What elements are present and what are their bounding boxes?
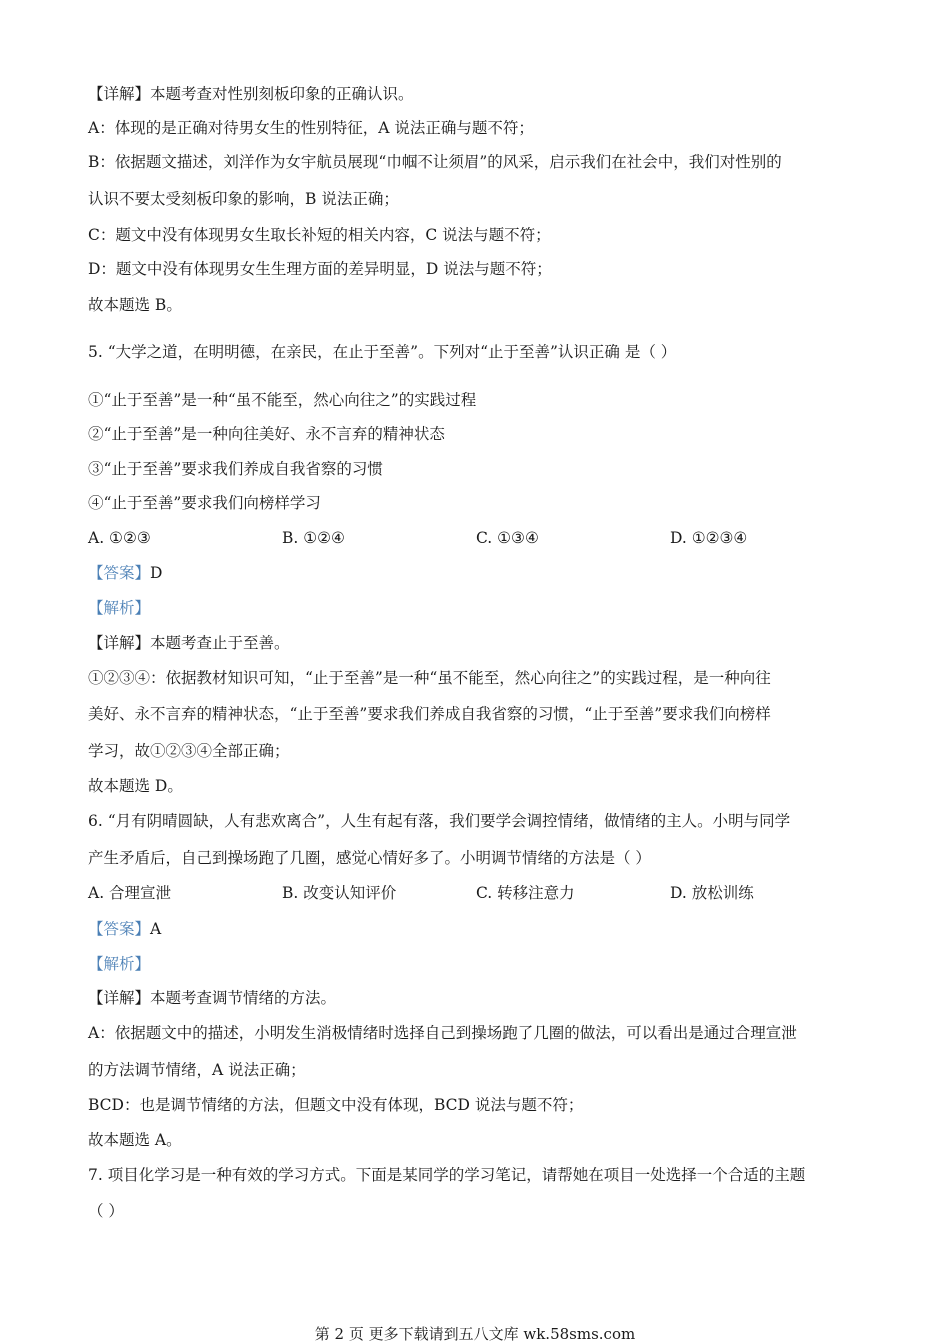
q6-analysis-a-cont: 的方法调节情绪，A 说法正确； [88, 1061, 306, 1079]
q5-stem: 5. “大学之道，在明明德，在亲民，在止于至善”。下列对“止于至善”认识正确 是（ ） [88, 343, 677, 361]
q6-conclusion: 故本题选 A。 [88, 1131, 182, 1149]
q5-option-a: A. ①②③ [88, 529, 151, 547]
q6-option-c: C. 转移注意力 [476, 884, 575, 902]
q4-analysis-c: C：题文中没有体现男女生取长补短的相关内容，C 说法与题不符； [88, 226, 551, 244]
q5-item-4: ④“止于至善”要求我们向榜样学习 [88, 494, 321, 512]
q6-detail-heading: 【详解】本题考查调节情绪的方法。 [88, 989, 337, 1007]
q5-detail-heading: 【详解】本题考查止于至善。 [88, 634, 290, 652]
q4-analysis-a: A：体现的是正确对待男女生的性别特征，A 说法正确与题不符； [88, 119, 534, 137]
q6-analysis-bcd: BCD：也是调节情绪的方法，但题文中没有体现，BCD 说法与题不符； [88, 1096, 584, 1114]
q5-analysis-label: 【解析】 [88, 599, 151, 617]
q4-conclusion: 故本题选 B。 [88, 296, 182, 314]
answer-label: 【答案】 [88, 564, 151, 582]
q6-answer-line [88, 919, 863, 939]
q4-analysis-d: D：题文中没有体现男女生生理方面的差异明显，D 说法与题不符； [88, 260, 552, 278]
q5-item-1: ①“止于至善”是一种“虽不能至，然心向往之”的实践过程 [88, 391, 477, 409]
q4-detail-heading: 【详解】本题考查对性别刻板印象的正确认识。 [88, 85, 414, 103]
q6-option-d: D. 放松训练 [670, 884, 754, 902]
q6-analysis-label: 【解析】 [88, 955, 151, 973]
page-footer: 第 2 页 更多下载请到五八文库 wk.58sms.com [314, 1325, 636, 1343]
q5-option-b: B. ①②④ [282, 529, 345, 547]
q6-option-b: B. 改变认知评价 [282, 884, 397, 902]
q6-option-a: A. 合理宣泄 [88, 884, 172, 902]
q5-analysis-3: 学习，故①②③④全部正确； [88, 742, 290, 760]
q6-stem: 6. “月有阴晴圆缺，人有悲欢离合”，人生有起有落，我们要学会调控情绪，做情绪的主人。小明与同学 [88, 812, 791, 830]
q7-stem: 7. 项目化学习是一种有效的学习方式。下面是某同学的学习笔记，请帮她在项目一处选择一个合适的主题 [88, 1166, 806, 1184]
q4-analysis-b: B：依据题文描述，刘洋作为女宇航员展现“巾帼不让须眉”的风采，启示我们在社会中，我们对性别的 [88, 153, 782, 171]
q5-item-3: ③“止于至善”要求我们养成自我省察的习惯 [88, 460, 383, 478]
q5-option-c: C. ①③④ [476, 529, 539, 547]
q6-stem-cont: 产生矛盾后，自己到操场跑了几圈，感觉心情好多了。小明调节情绪的方法是（ ） [88, 849, 651, 867]
answer-label: 【答案】 [88, 920, 151, 938]
q6-answer: A [150, 920, 162, 938]
q5-item-2: ②“止于至善”是一种向往美好、永不言弃的精神状态 [88, 425, 445, 443]
q5-analysis-1: ①②③④：依据教材知识可知，“止于至善”是一种“虽不能至，然心向往之”的实践过程，是一种向往 [88, 669, 771, 687]
q5-conclusion: 故本题选 D。 [88, 777, 183, 795]
q4-analysis-b-cont: 认识不要太受刻板印象的影响，B 说法正确； [88, 190, 399, 208]
q5-answer: D [150, 564, 163, 582]
q5-analysis-2: 美好、永不言弃的精神状态，“止于至善”要求我们养成自我省察的习惯，“止于至善”要求我们向榜样 [88, 705, 771, 723]
q5-option-d: D. ①②③④ [670, 529, 748, 547]
q5-answer-line [88, 563, 863, 583]
q7-stem-cont: （ ） [88, 1202, 124, 1220]
q6-analysis-a: A：依据题文中的描述，小明发生消极情绪时选择自己到操场跑了几圈的做法，可以看出是通过合理宣泄 [88, 1024, 797, 1042]
